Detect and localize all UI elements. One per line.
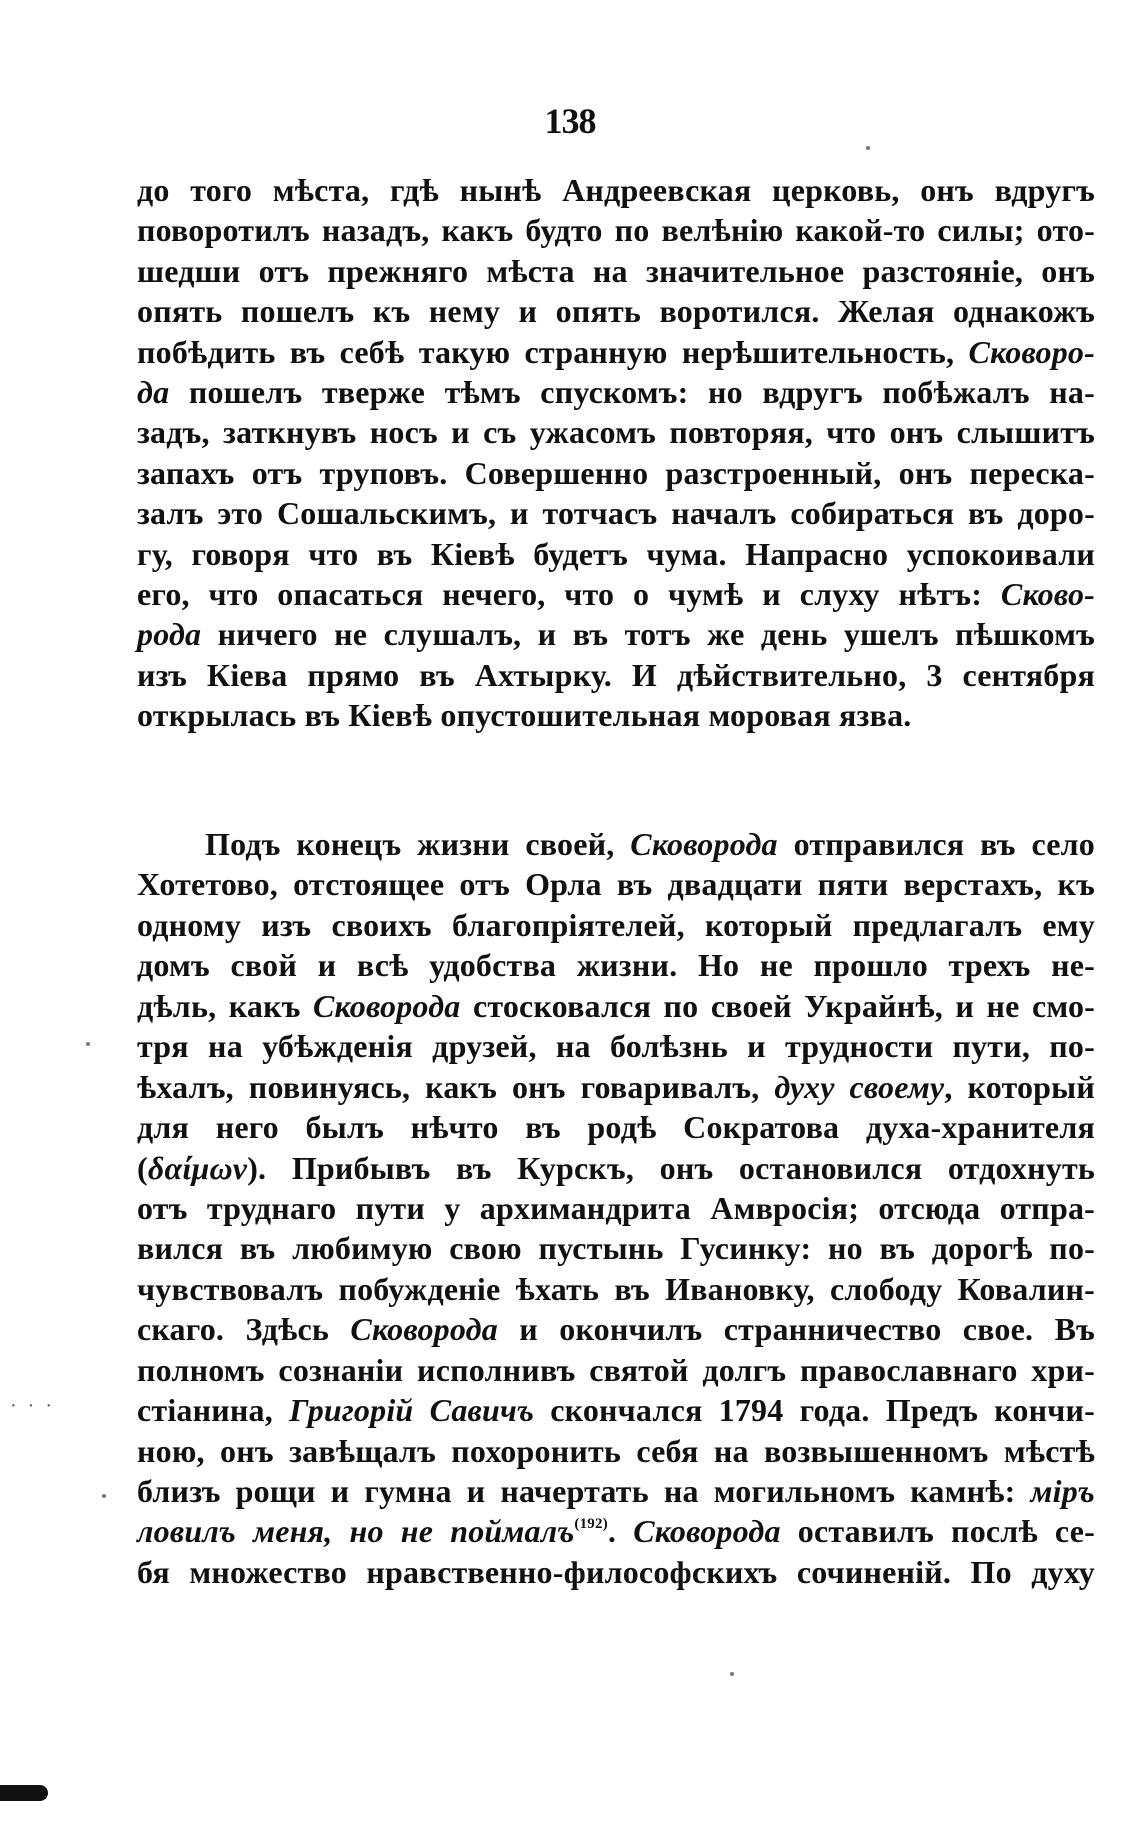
italic-name: Сково- (1000, 575, 1095, 612)
text-line: открылась въ Кіевѣ опустошительная моровая язва. (137, 697, 912, 734)
text-line: Хотетово, отстоящее отъ Орла въ двадцати пяти верстахъ, къ (137, 866, 1095, 903)
text-line: запахъ отъ труповъ. Совершенно разстроенный, онъ переска- (137, 454, 1095, 491)
italic-name: Сковорода (350, 1311, 498, 1348)
text-line: да пошелъ тверже тѣмъ спускомъ: но вдругъ побѣжалъ на- (137, 373, 1095, 410)
text-line: ловилъ меня, но не поймалъ$^{(192)}$. Сковорода оставилъ послѣ се- (137, 1513, 1095, 1550)
text-line: изъ Кіева прямо въ Ахтырку. И дѣйствительно, 3 сентября (137, 656, 1095, 693)
text-line: бя множество нравственно-философскихъ сочиненій. По духу (137, 1553, 1095, 1590)
text-line: полномъ сознаніи исполнивъ святой долгъ православнаго хри- (137, 1351, 1095, 1388)
scan-speck (730, 1672, 734, 1676)
scan-speck (866, 146, 870, 150)
page-number: 138 (544, 101, 596, 141)
footnote-ref: (192) (574, 1516, 608, 1533)
italic-name: Сковорода (630, 826, 778, 862)
text-line: вился въ любимую свою пустынь Гусинку: но въ дорогѣ по- (137, 1230, 1095, 1267)
italic-epitaph: ловилъ меня, но не поймалъ (137, 1513, 575, 1550)
italic-epitaph: міръ (1030, 1473, 1095, 1509)
scan-speck (102, 1494, 106, 1498)
text-line: для него былъ нѣчто въ родѣ Сократова духа-хранителя (137, 1109, 1095, 1146)
italic-name: рода (137, 616, 202, 653)
text-line: опять пошелъ къ нему и опять воротился. Желая однакожъ (137, 293, 1095, 330)
text-line: одному изъ своихъ благопріятелей, который предлагалъ ему (137, 906, 1095, 943)
text-line: рода ничего не слушалъ, и въ тотъ же день ушелъ пѣшкомъ (137, 616, 1095, 653)
text-line: (δαίμων). Прибывъ въ Курскъ, онъ остановился отдохнуть (137, 1149, 1095, 1186)
text-line: отъ труднаго пути у архимандрита Амвросія; отсюда отпра- (137, 1189, 1095, 1226)
italic-name: Григорій Савичъ (289, 1392, 535, 1429)
binding-edge-mark (0, 1785, 48, 1801)
scan-speck (86, 1042, 90, 1046)
paragraph-1 (137, 170, 1095, 735)
text-line: домъ свой и всѣ удобства жизни. Но не прошло трехъ не- (137, 947, 1095, 984)
text-line: до того мѣста, гдѣ нынѣ Андреевская церковь, онъ вдругъ (137, 172, 1095, 208)
paragraph-2 (137, 824, 1095, 1592)
italic-name: да (137, 373, 170, 410)
italic-name: Сковоро- (968, 333, 1095, 370)
text-line: гу, говоря что въ Кіевѣ будетъ чума. Напрасно успокоивали (137, 535, 1095, 572)
greek-word: δαίμων (147, 1149, 248, 1186)
text-line: тря на убѣжденія друзей, на болѣзнь и трудности пути, по- (137, 1028, 1095, 1065)
text-line: стіанина, Григорій Савичъ скончался 1794 года. Предъ кончи- (137, 1392, 1095, 1429)
text-line: поворотилъ назадъ, какъ будто по велѣнію какой-то силы; ото- (137, 212, 1095, 249)
text-line: Подъ конецъ жизни своей, Сковорода отправился въ село (205, 826, 1095, 862)
text-line: ною, онъ завѣщалъ похоронить себя на возвышенномъ мѣстѣ (137, 1432, 1095, 1469)
margin-speck-mark: · · · (10, 1395, 55, 1417)
text-line: скаго. Здѣсь Сковорода и окончилъ странничество свое. Въ (137, 1311, 1095, 1348)
text-line: чувствовалъ побужденіе ѣхать въ Ивановку, слободу Ковалин- (137, 1270, 1095, 1307)
text-line: близъ рощи и гумна и начертать на могильномъ камнѣ: міръ (137, 1473, 1095, 1509)
text-line: дѣль, какъ Сковорода стосковался по своей Украйнѣ, и не смо- (137, 987, 1096, 1024)
text-line: залъ это Сошальскимъ, и тотчасъ началъ собираться въ доро- (137, 495, 1095, 532)
italic-name: Сковорода (313, 987, 461, 1024)
text-line: задъ, заткнувъ носъ и съ ужасомъ повторяя, что онъ слышитъ (137, 414, 1095, 451)
text-line: ѣхалъ, повинуясь, какъ онъ говаривалъ, духу своему, который (137, 1068, 1095, 1105)
text-line: шедши отъ прежняго мѣста на значительное разстояніе, онъ (137, 252, 1095, 289)
italic-name: Сковорода (633, 1513, 781, 1550)
text-line: его, что опасаться нечего, что о чумѣ и слуху нѣтъ: Сково- (137, 575, 1095, 612)
italic-phrase: духу своему (774, 1068, 945, 1105)
text-line: побѣдить въ себѣ такую странную нерѣшительность, Сковоро- (137, 333, 1095, 370)
